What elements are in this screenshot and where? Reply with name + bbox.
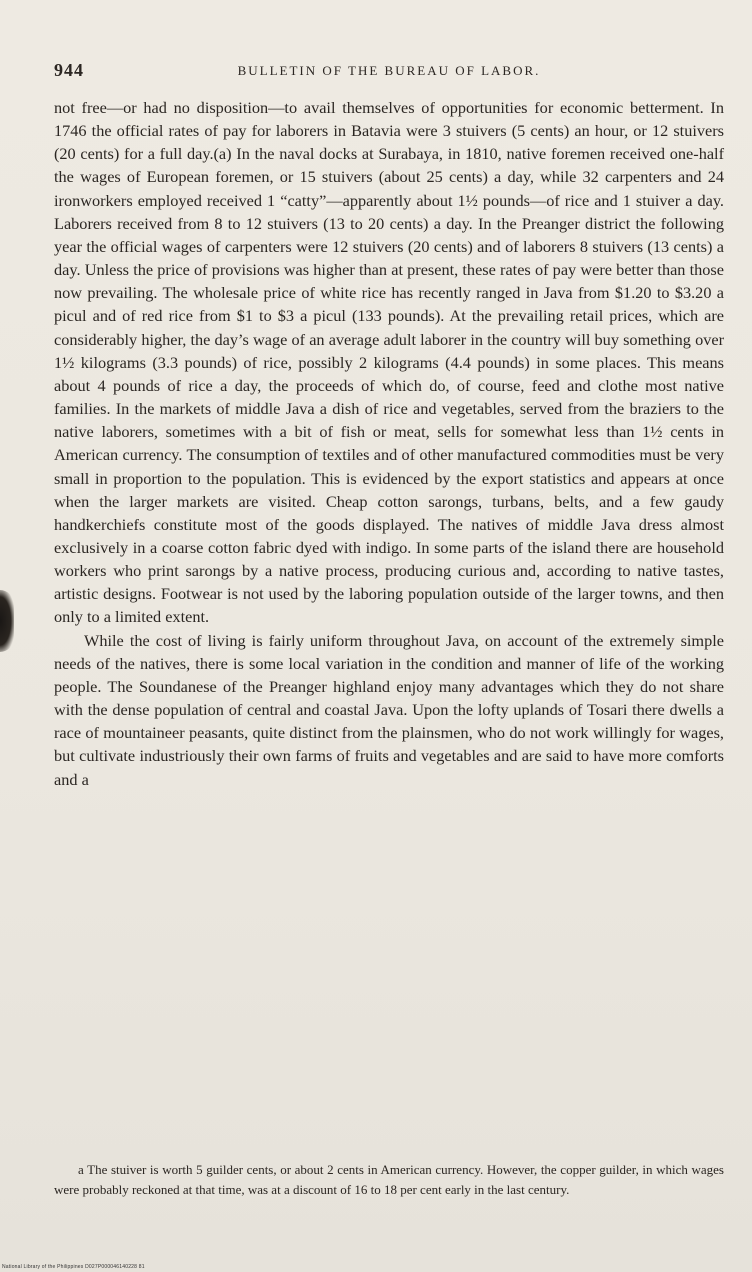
library-footer: National Library of the Philippines D027P000046140228 81 — [2, 1264, 145, 1270]
page-header — [54, 60, 724, 84]
running-head: BULLETIN OF THE BUREAU OF LABOR. — [237, 63, 541, 78]
body-text — [54, 96, 724, 791]
footnote-text: a The stuiver is worth 5 guilder cents, or about 2 cents in American currency. However, the copper guilder, in which wages were probably reckoned at that time, was at a discount of 16 to 18 per cent early in the last century. — [54, 1162, 724, 1197]
paragraph-2: While the cost of living is fairly uniform throughout Java, on account of the extremely simple needs of the natives, there is some local variation in the condition and manner of life of the working people. The Soundanese of the Preanger highland enjoy many advantages which they do not share with the dense population of central and coastal Java. Upon the lofty uplands of Tosari there dwells a race of mountaineer peasants, quite distinct from the plainsmen, who do not work willingly for wages, but cultivate industriously their own farms of fruits and vegetables and are said to have more comforts and a — [54, 630, 724, 789]
paragraph-1: not free—or had no disposition—to avail themselves of opportunities for economic betterment. In 1746 the official rates of pay for laborers in Batavia were 3 stuivers (5 cents) an hour, or 12 stuivers (20 cents) for a full day.(a) In the naval docks at Surabaya, in 1810, native foremen received one-half the wages of European foremen, or 15 stuivers (about 25 cents) a day, while 32 carpenters and 24 ironworkers employed received 1 “catty”—apparently about 1½ pounds—of rice and 1 stuiver a day. Laborers received from 8 to 12 stuivers (13 to 20 cents) a day. In the Preanger district the following year the official wages of carpenters were 12 stuivers (20 cents) and of laborers 8 stuivers (13 cents) a day. Unless the price of provisions was higher than at present, these rates of pay were better than those now prevailing. The wholesale price of white rice has recently ranged in Java from $1.20 to $3.20 a picul and of red rice from $1 to $3 a picul (133 pounds). At the prevailing retail prices, which are considerably higher, the day’s wage of an average adult laborer in the country will buy something over 1½ kilograms (3.3 pounds) of rice, possibly 2 kilograms (4.4 pounds) in some places. This means about 4 pounds of rice a day, the proceeds of which do, of course, feed and clothe most native families. In the markets of middle Java a dish of rice and vegetables, served from the braziers to the native laborers, sometimes with a bit of fish or meat, sells for somewhat less than 1½ cents in American currency. The consumption of textiles and of other manufactured commodities must be very small in proportion to the population. This is evidenced by the export statistics and appears at once when the larger markets are visited. Cheap cotton sarongs, turbans, belts, and a few gaudy handkerchiefs constitute most of the goods displayed. The natives of middle Java dress almost exclusively in a coarse cotton fabric dyed with indigo. In some parts of the island there are household workers who print sarongs by a native process, producing curious and, according to native tastes, artistic designs. Footwear is not used by the laboring population outside of the larger towns, and then only to a limited extent. — [54, 98, 724, 627]
page-number: 944 — [54, 60, 84, 80]
footnote — [54, 1160, 724, 1199]
page-edge-blot — [0, 590, 14, 652]
